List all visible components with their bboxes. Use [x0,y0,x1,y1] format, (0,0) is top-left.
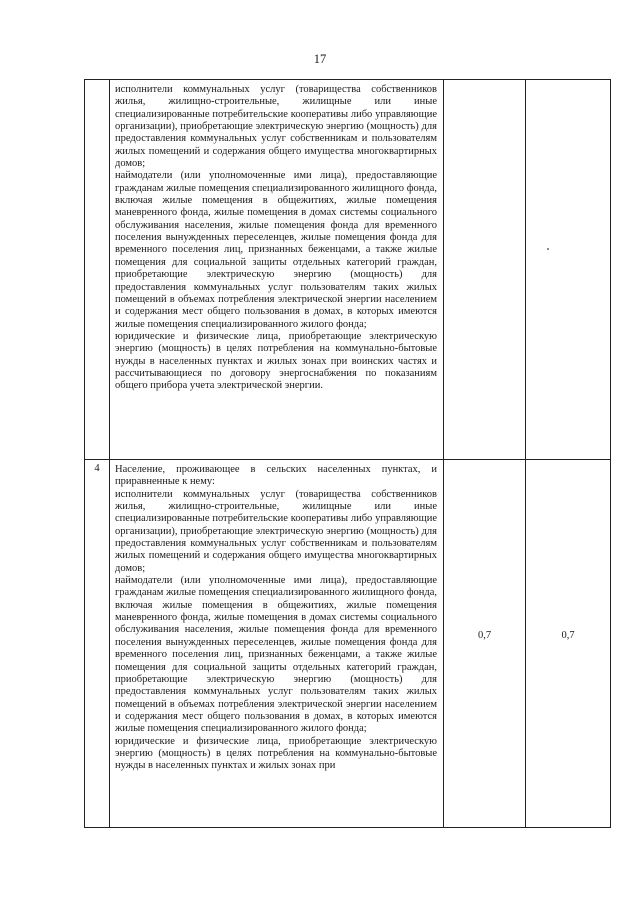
page-number: 17 [313,52,327,66]
paragraph: наймодатели (или уполномоченные ими лица), предоставляющие гражданам жилые помещения специализированного жилищного фонда, включая жилые помещения в общежитиях, жилые помещения маневренного фонда, жилые помещения в домах системы социального обслуживания населения, жилые помещения фонда для временного поселения вынужденных переселенцев, жилые помещения фонда для временного поселения лиц, признанных беженцами, а также жилые помещения для социальной защиты отдельных категорий граждан, приобретающие электрическую энергию (мощность) для предоставления коммунальных услуг пользователям таких жилых помещений в объемах потребления электрической энергии населением и содержания мест общего пользования в домах, в которых имеются жилые помещения специализированного жилого фонда; [115,575,437,735]
row-number-cell: 4 [85,460,110,828]
table-row [85,80,611,460]
paragraph: исполнители коммунальных услуг (товарищества собственников жилья, жилищно-строительные, жилищные или иные специализированные потребительские кооперативы либо управляющие организации), приобретающие электрическую энергию (мощность) для предоставления коммунальных услуг собственникам и пользователям жилых помещений и содержания общего имущества многоквартирных домов; [115,84,437,170]
table-row [85,460,611,828]
paragraph: юридические и физические лица, приобретающие электрическую энергию (мощность) в целях потребления на коммунально-бытовые нужды в населенных пунктах и жилых зонах при [115,735,437,772]
paragraph: юридические и физические лица, приобретающие электрическую энергию (мощность) в целях потребления на коммунально-бытовые нужды в населенных пунктах и жилых зонах при воинских частях и рассчитывающиеся по договору энергоснабжения по показаниям общего прибора учета электрической энергии. [115,330,437,392]
value-1: 0,7 [477,630,492,641]
paragraph: наймодатели (или уполномоченные ими лица), предоставляющие гражданам жилые помещения специализированного жилищного фонда, включая жилые помещения в общежитиях, жилые помещения маневренного фонда, жилые помещения в домах системы социального обслуживания населения, жилые помещения фонда для временного поселения вынужденных переселенцев, жилые помещения фонда для временного поселения лиц, признанных беженцами, а также жилые помещения для социальной защиты отдельных категорий граждан, приобретающие электрическую энергию (мощность) для предоставления коммунальных услуг пользователям таких жилых помещений в объемах потребления электрической энергии населением и содержания мест общего пользования в домах, в которых имеются жилые помещения специализированного жилого фонда; [115,170,437,330]
row-number-cell [85,80,110,460]
paragraph: Население, проживающее в сельских населенных пунктах, и приравненные к нему: [115,464,437,488]
description-cell [110,460,444,828]
value-cell-1 [444,80,526,460]
paragraph: исполнители коммунальных услуг (товарищества собственников жилья, жилищно-строительные, жилищные или иные специализированные потребительские кооперативы либо управляющие организации), приобретающие электрическую энергию (мощность) для предоставления коммунальных услуг собственникам и пользователям жилых помещений и содержания общего имущества многоквартирных домов; [115,488,437,574]
value-cell-1 [444,460,526,828]
value-cell-2 [526,460,611,828]
value-cell-2 [526,80,611,460]
tariff-table [84,79,611,828]
scan-speck [547,248,549,250]
description-cell [110,80,444,460]
value-2: 0,7 [561,630,575,641]
